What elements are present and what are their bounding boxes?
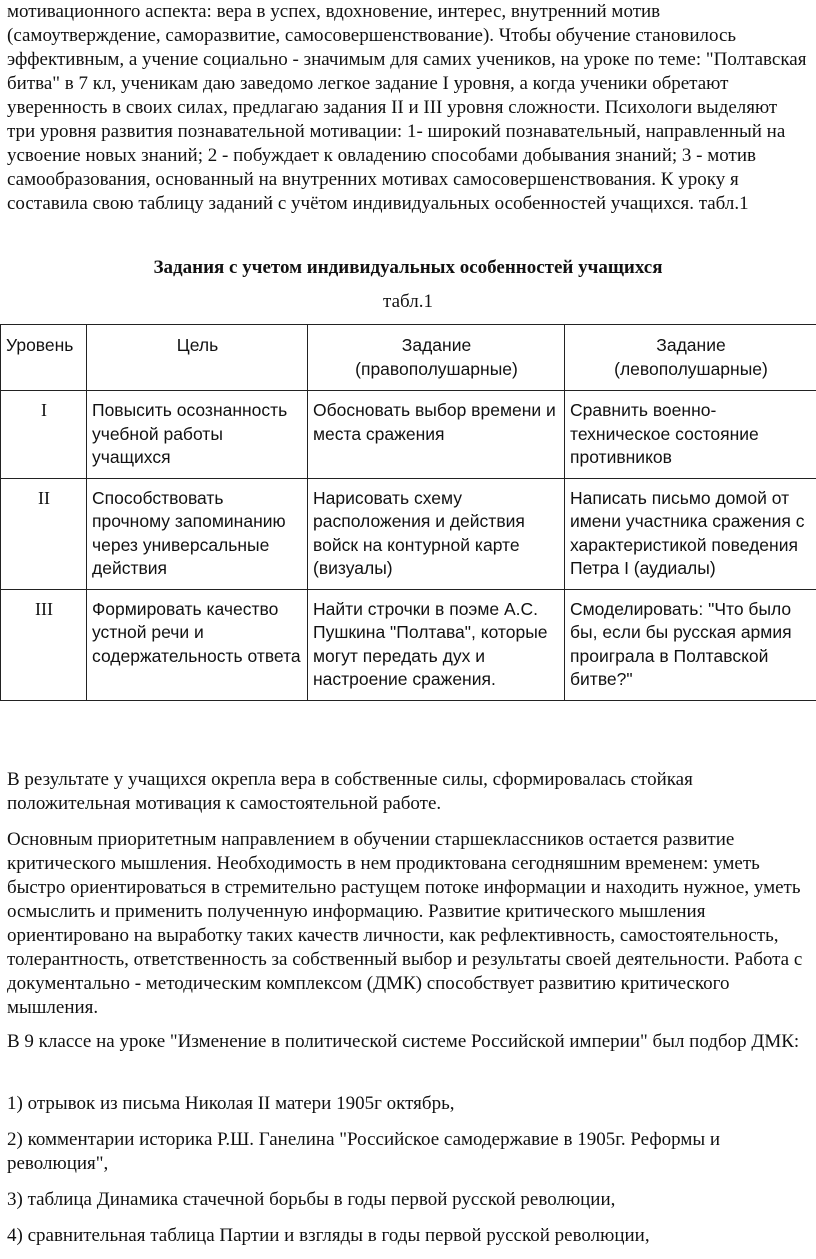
header-level: Уровень [1, 325, 87, 391]
header-goal: Цель [87, 325, 308, 391]
table-row [1, 589, 816, 700]
row-left-task: Сравнить военно-техническое состояние противников [565, 391, 816, 479]
header-left-hemisphere [565, 325, 816, 391]
table-label: табл.1 [383, 291, 433, 312]
critical-thinking-paragraph: Основным приоритетным направлением в обучении старшеклассников остается развитие критического мышления. Необходимость в нем продиктована сегодняшним временем: уметь быстро ориентироваться в стремительно растущем потоке информации и находить нужное, уметь осмыслить и применить полученную информацию. Развитие критического мышления ориентировано на выработку таких качеств личности, как рефлективность, самостоятельность, толерантность, ответственность за собственный выбор и результаты своей деятельности. Работа с документально - методическим комплексом (ДМК) способствует развитию критического мышления. [7, 829, 803, 1018]
row-right-task: Нарисовать схему расположения и действия войск на контурной карте (визуалы) [308, 478, 565, 589]
header-right-line2: (правополушарные) [355, 358, 518, 379]
header-right-line1: Задание [401, 335, 472, 355]
row-level: I [1, 391, 87, 479]
row-level: II [1, 478, 87, 589]
result-paragraph: В результате у учащихся окрепла вера в собственные силы, сформировалась стойкая положительная мотивация к самостоятельной работе. [7, 769, 693, 814]
grade9-paragraph: В 9 классе на уроке "Изменение в политической системе Российской империи" был подбор ДМК: [7, 1031, 800, 1052]
row-goal: Способствовать прочному запоминанию через универсальные действия [87, 478, 308, 589]
tasks-table [0, 324, 816, 701]
table-header-row [1, 325, 816, 391]
row-goal: Формировать качество устной речи и содержательность ответа [87, 589, 308, 700]
header-right-hemisphere [308, 325, 565, 391]
list-item: 3) таблица Динамика стачечной борьбы в годы первой русской революции, [7, 1189, 616, 1210]
table-title: Задания с учетом индивидуальных особенностей учащихся [153, 257, 663, 278]
row-right-task: Обосновать выбор времени и места сражения [308, 391, 565, 479]
list-item: 4) сравнительная таблица Партии и взгляды в годы первой русской революции, [7, 1225, 650, 1246]
list-item: 1) отрывок из письма Николая II матери 1905г октябрь, [7, 1093, 455, 1114]
row-left-task: Написать письмо домой от имени участника сражения с характеристикой поведения Петра I (аудиалы) [565, 478, 816, 589]
header-left-line1: Задание [656, 335, 726, 355]
row-level: III [1, 589, 87, 700]
header-left-line2: (левополушарные) [614, 358, 768, 379]
table-row [1, 478, 816, 589]
intro-paragraph: мотивационного аспекта: вера в успех, вдохновение, интерес, внутренний мотив (самоутверждение, саморазвитие, самосовершенствование). Чтобы обучение становилось эффективным, а учение социально - значимым для самих учеников, на уроке по теме: "Полтавская битва" в 7 кл, ученикам даю заведомо легкое задание I уровня, а когда ученики обретают уверенность в своих силах, предлагаю задания II и III уровня сложности. Психологи выделяют три уровня развития познавательной мотивации: 1- широкий познавательный, направленный на усвоение новых знаний; 2 - побуждает к овладению способами добывания знаний; 3 - мотив самообразования, основанный на внутренних мотивах самосовершенствования. К уроку я составила свою таблицу заданий с учётом индивидуальных особенностей учащихся. табл.1 [7, 1, 807, 214]
row-goal: Повысить осознанность учебной работы учащихся [87, 391, 308, 479]
row-right-task: Найти строчки в поэме А.С. Пушкина "Полтава", которые могут передать дух и настроение сражения. [308, 589, 565, 700]
row-left-task: Смоделировать: "Что было бы, если бы русская армия проиграла в Полтавской битве?" [565, 589, 816, 700]
table-row [1, 391, 816, 479]
list-item: 2) комментарии историка Р.Ш. Ганелина "Российское самодержавие в 1905г. Реформы и революция", [7, 1129, 721, 1174]
